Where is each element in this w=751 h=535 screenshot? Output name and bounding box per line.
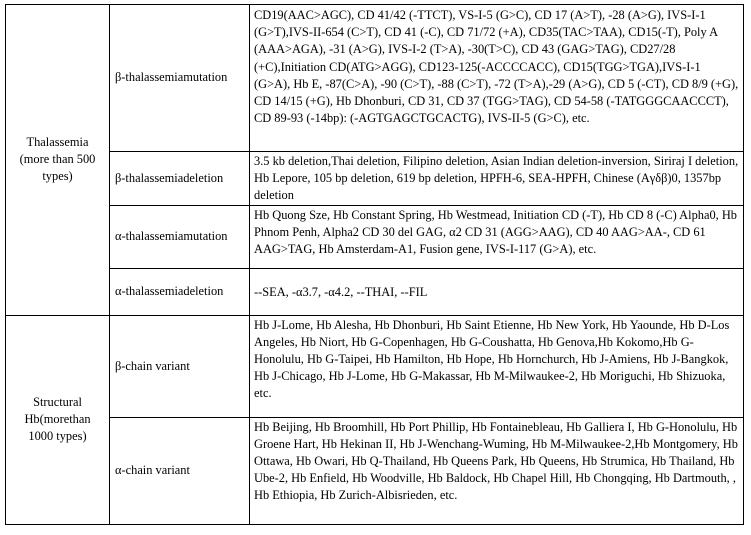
details-text: Hb J-Lome, Hb Alesha, Hb Dhonburi, Hb Saint Etienne, Hb New York, Hb Yaounde, Hb D-Los Angeles, Hb Niort, Hb G-Copenhagen, Hb G-Coushatta, Hb Genova,Hb Kokomo,Hb G-Honolulu, Hb G-Taipei, Hb Hamilton, Hb Hope, Hb Hornchurch, Hb J-Amiens, Hb J-Bangkok, Hb J-Chicago, Hb J-Lome, Hb G-Makassar, Hb M-Milwaukee-2, Hb Moriguchi, Hb Shizuoka, etc. <box>254 317 730 401</box>
table-row <box>6 152 744 206</box>
type-label: α-chain variant <box>115 463 190 477</box>
type-label: β-thalassemiadeletion <box>115 170 224 185</box>
details-text: --SEA, -α3.7, -α4.2, --THAI, --FIL <box>254 284 428 299</box>
type-label: β-chain variant <box>115 358 190 373</box>
table-row <box>6 268 744 315</box>
details-cell <box>250 5 744 152</box>
details-text: Hb Beijing, Hb Broomhill, Hb Port Phillip, Hb Fontainebleau, Hb Galliera I, Hb G-Honolulu, Hb Groene Hart, Hb Hekinan II, Hb J-Wenchang-Wuming, Hb M-Milwaukee-2,Hb Montgomery, Hb Ottawa, Hb Owari, Hb Q-Thailand, Hb Queens Park, Hb Queens, Hb Strumica, Hb Thailand, Hb Ube-2, Hb Enfield, Hb Woodville, Hb Baldock, Hb Chapel Hill, Hb Chongqing, Hb Dartmouth, , Hb Ethiopia, Hb Zurich-Albisrieden, etc. <box>254 419 738 503</box>
group-label: Thalassemia (more than 500 types) <box>19 135 96 184</box>
type-cell <box>110 205 250 268</box>
details-cell <box>250 315 744 417</box>
type-label: β-thalassemiamutation <box>115 70 228 85</box>
details-text: 3.5 kb deletion,Thai deletion, Filipino deletion, Asian Indian deletion-inversion, Siriraj I deletion, Hb Lepore, 105 bp deletion, 619 bp deletion, HPFH-6, SEA-HPFH, Chinese (Aγδβ)0, 1357bp deletion <box>254 154 739 203</box>
type-cell <box>110 315 250 417</box>
details-cell <box>250 417 744 524</box>
hemoglobin-variants-table <box>5 4 744 525</box>
table-row <box>6 315 744 417</box>
details-cell <box>250 268 744 315</box>
group-cell-structural-hb <box>6 315 110 524</box>
details-cell <box>250 152 744 206</box>
details-text: CD19(AAC>AGC), CD 41/42 (-TTCT), VS-I-5 (G>C), CD 17 (A>T), -28 (A>G), IVS-I-1 (G>T),IVS-II-654 (C>T), CD 41 (-C), CD 71/72 (+A), CD35(TAC>TAA), CD15(-T), Poly A (AAA>AGA), -31 (A>G), IVS-I-2 (T>A), -30(T>C), CD 43 (GAG>TAG), CD27/28 (+C),Initiation CD(ATG>AGG), CD123-125(-ACCCCACC), CD15(TGG>TGA),IVS-I-1 (G>A), Hb E, -87(C>A), -90 (C>T), -88 (C>T), -72 (T>A),-29 (A>G), CD 5 (-CT), CD 8/9 (+G), CD 14/15 (+G), Hb Dhonburi, CD 31, CD 37 (TGG>TAG), CD 54-58 (-TATGGGCAACCCT), CD 89-93 (-14bp): (-AGTGAGCTGCACTG), IVS-II-5 (G>C), etc. <box>254 8 739 126</box>
table-row <box>6 5 744 152</box>
table-row <box>6 205 744 268</box>
table-row <box>6 417 744 524</box>
details-cell <box>250 205 744 268</box>
type-label: α-thalassemiadeletion <box>115 284 224 298</box>
type-cell <box>110 417 250 524</box>
group-cell-thalassemia <box>6 5 110 316</box>
type-cell <box>110 5 250 152</box>
type-cell <box>110 152 250 206</box>
group-label: Structural Hb(morethan 1000 types) <box>24 394 91 444</box>
type-cell <box>110 268 250 315</box>
details-text: Hb Quong Sze, Hb Constant Spring, Hb Westmead, Initiation CD (-T), Hb CD 8 (-C) Alpha0, Hb Phnom Penh, Alpha2 CD 30 del GAG, α2 CD 31 (AGG>AAG), CD 40 AAG>AA-, CD 61 AAG>TAG, Hb Amsterdam-A1, Fusion gene, IVS-I-117 (G>A), etc. <box>254 207 737 257</box>
type-label: α-thalassemiamutation <box>115 229 228 243</box>
